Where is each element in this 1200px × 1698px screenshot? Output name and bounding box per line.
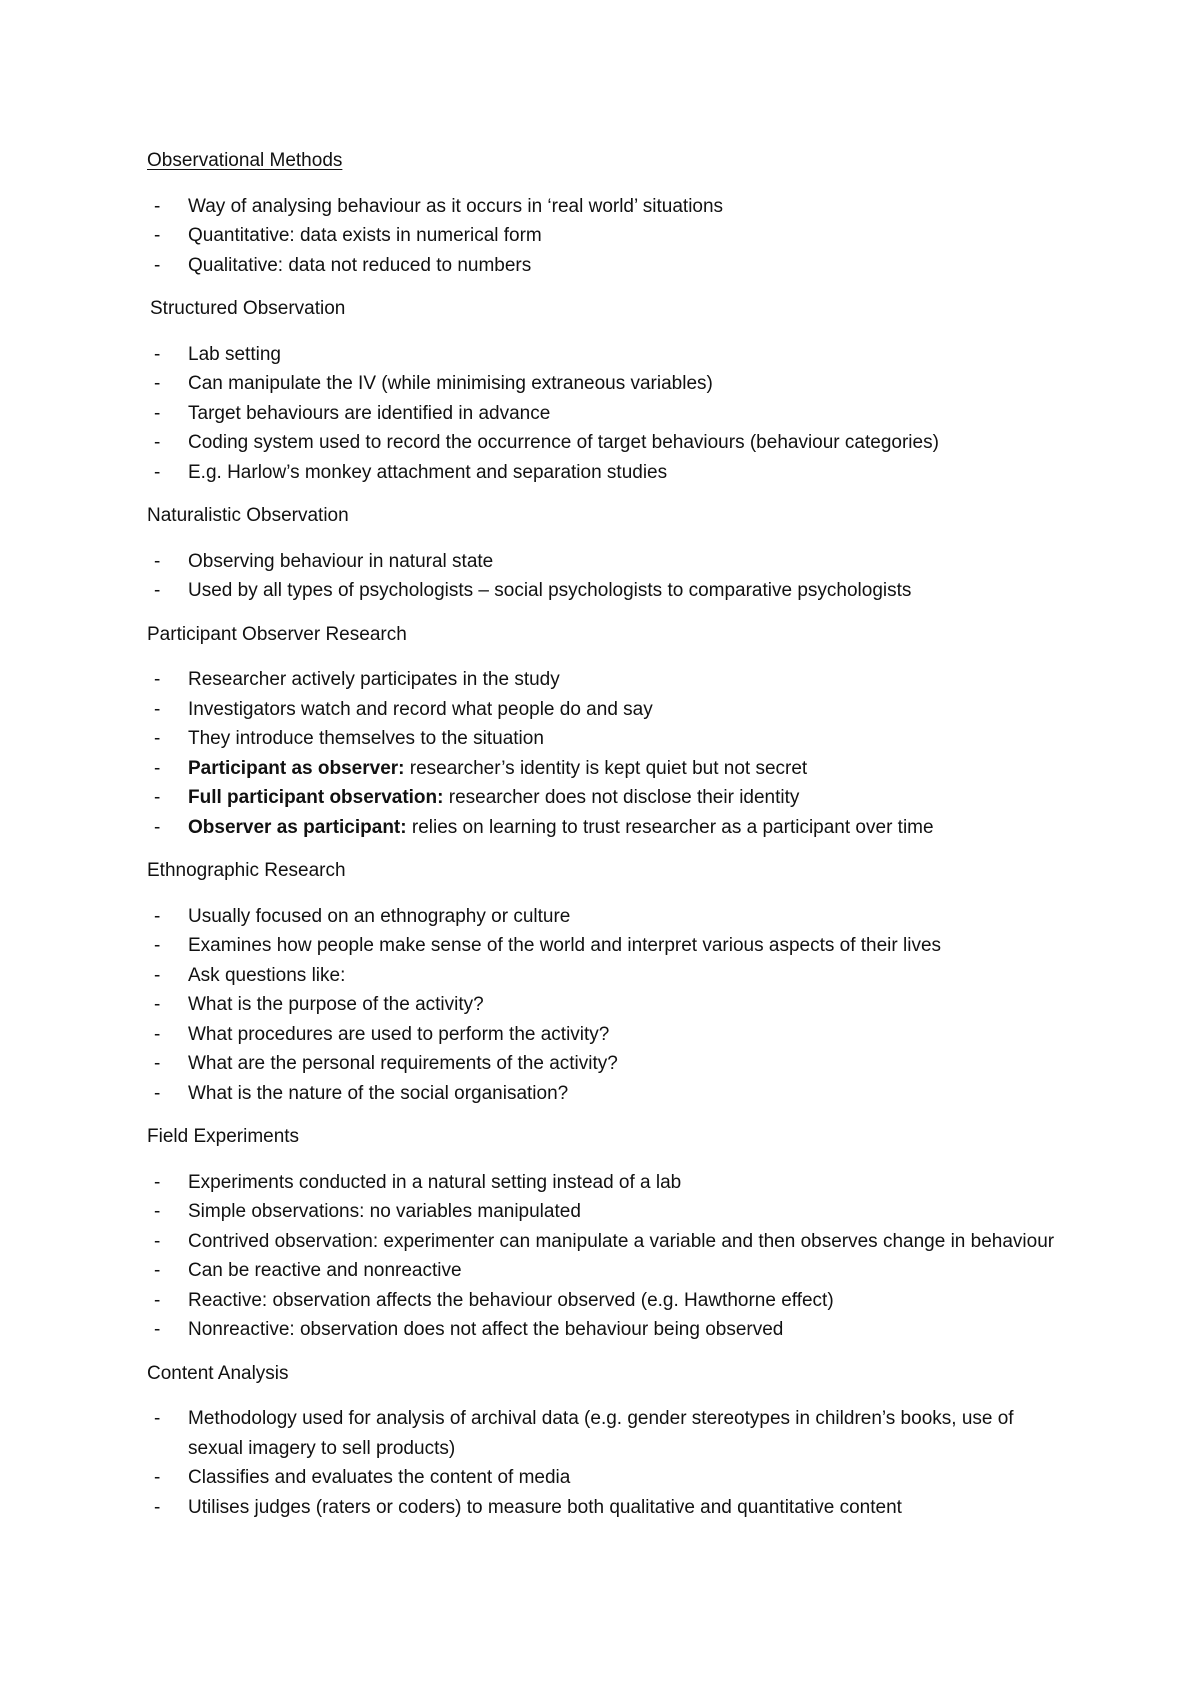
list-item-text: Classifies and evaluates the content of media bbox=[188, 1467, 571, 1488]
list-item-text: Target behaviours are identified in advance bbox=[188, 402, 551, 424]
list-item bbox=[147, 1079, 1057, 1109]
list-item bbox=[147, 1227, 1057, 1257]
list-item bbox=[147, 1315, 1057, 1345]
bullet-dash: - bbox=[154, 964, 161, 986]
section-heading-participant-observer-research: Participant Observer Research bbox=[147, 623, 407, 645]
section-heading-observational-methods: Observational Methods bbox=[147, 150, 343, 171]
list-item bbox=[147, 192, 1057, 222]
term-label: Full participant observation: bbox=[188, 787, 444, 808]
section-heading-field-experiments: Field Experiments bbox=[147, 1126, 300, 1147]
list-item bbox=[147, 990, 1057, 1020]
bullet-dash: - bbox=[154, 1260, 161, 1281]
list-item-text: Observing behaviour in natural state bbox=[188, 550, 494, 572]
bullet-dash: - bbox=[154, 1496, 161, 1518]
term-definition: researcher does not disclose their identity bbox=[443, 787, 800, 808]
list-item bbox=[147, 724, 1057, 754]
bullet-dash: - bbox=[154, 787, 161, 808]
list-item-text: Contrived observation: experimenter can manipulate a variable and then observes change in behaviour bbox=[188, 1230, 1055, 1252]
bullet-dash: - bbox=[154, 1408, 161, 1429]
section-heading-content-analysis: Content Analysis bbox=[147, 1362, 289, 1384]
bullet-dash: - bbox=[154, 1289, 161, 1311]
list-item bbox=[147, 961, 1057, 991]
list-item bbox=[147, 340, 1057, 370]
list-item-text: Can be reactive and nonreactive bbox=[188, 1260, 462, 1281]
bullet-dash: - bbox=[154, 195, 161, 217]
list-item bbox=[147, 754, 1057, 784]
bullet-dash: - bbox=[154, 461, 161, 483]
list-item bbox=[147, 1049, 1057, 1079]
list-item bbox=[147, 399, 1057, 429]
bullet-dash: - bbox=[154, 580, 161, 601]
bullet-dash: - bbox=[154, 432, 161, 453]
list-item-text: What is the nature of the social organisation? bbox=[188, 1082, 569, 1104]
list-item bbox=[147, 576, 1057, 606]
section-list-naturalistic-observation bbox=[147, 547, 1057, 606]
bullet-dash: - bbox=[154, 698, 161, 720]
list-item bbox=[147, 665, 1057, 695]
list-item-text: Examines how people make sense of the world and interpret various aspects of their lives bbox=[188, 935, 942, 956]
list-item-text: Ask questions like: bbox=[188, 964, 346, 986]
document-content bbox=[147, 146, 1057, 1536]
term-definition: researcher’s identity is kept quiet but not secret bbox=[404, 757, 808, 779]
list-item-text: What are the personal requirements of the activity? bbox=[188, 1053, 618, 1074]
section-list-participant-observer-research bbox=[147, 665, 1057, 842]
list-item-text: Used by all types of psychologists – social psychologists to comparative psychologists bbox=[188, 580, 912, 601]
section-list-observational-methods bbox=[147, 192, 1057, 281]
bullet-dash: - bbox=[154, 935, 161, 956]
bullet-dash: - bbox=[154, 402, 161, 424]
term-definition: relies on learning to trust researcher as a participant over time bbox=[406, 816, 934, 838]
bullet-dash: - bbox=[154, 1023, 161, 1045]
bullet-dash: - bbox=[154, 1171, 161, 1193]
list-item-text: Investigators watch and record what people do and say bbox=[188, 698, 653, 720]
section-list-ethnographic-research bbox=[147, 902, 1057, 1109]
list-item bbox=[147, 251, 1057, 281]
bullet-dash: - bbox=[154, 1319, 161, 1340]
bullet-dash: - bbox=[154, 669, 161, 690]
list-item bbox=[147, 1197, 1057, 1227]
list-item bbox=[147, 221, 1057, 251]
list-item-text: Coding system used to record the occurrence of target behaviours (behaviour categories) bbox=[188, 432, 939, 453]
list-item-text: Researcher actively participates in the study bbox=[188, 669, 560, 690]
list-item bbox=[147, 428, 1057, 458]
list-item bbox=[147, 813, 1057, 843]
list-item bbox=[147, 902, 1057, 932]
bullet-dash: - bbox=[154, 757, 161, 779]
term-label: Observer as participant: bbox=[188, 816, 407, 838]
list-item-text: Lab setting bbox=[188, 343, 281, 365]
term-label: Participant as observer: bbox=[188, 757, 405, 779]
list-item bbox=[147, 369, 1057, 399]
list-item bbox=[147, 931, 1057, 961]
section-list-field-experiments bbox=[147, 1168, 1057, 1345]
list-item bbox=[147, 1493, 1057, 1523]
list-item-text: Utilises judges (raters or coders) to measure both qualitative and quantitative content bbox=[188, 1496, 902, 1518]
bullet-dash: - bbox=[154, 994, 161, 1015]
list-item-text: Usually focused on an ethnography or culture bbox=[188, 905, 571, 927]
section-heading-structured-observation: Structured Observation bbox=[150, 298, 346, 319]
list-item-text: Quantitative: data exists in numerical form bbox=[188, 225, 542, 246]
bullet-dash: - bbox=[154, 1201, 161, 1222]
section-heading-ethnographic-research: Ethnographic Research bbox=[147, 860, 346, 881]
list-item bbox=[147, 783, 1057, 813]
list-item-text: They introduce themselves to the situation bbox=[188, 728, 544, 749]
list-item-text: E.g. Harlow’s monkey attachment and separation studies bbox=[188, 461, 668, 483]
bullet-dash: - bbox=[154, 373, 161, 394]
list-item-text: Experiments conducted in a natural setting instead of a lab bbox=[188, 1171, 682, 1193]
bullet-dash: - bbox=[154, 1230, 161, 1252]
list-item-text: Qualitative: data not reduced to numbers bbox=[188, 254, 532, 276]
bullet-dash: - bbox=[154, 728, 161, 749]
list-item bbox=[147, 547, 1057, 577]
bullet-dash: - bbox=[154, 225, 161, 246]
list-item bbox=[147, 1168, 1057, 1198]
list-item-text: Nonreactive: observation does not affect the behaviour being observed bbox=[188, 1319, 784, 1340]
list-item bbox=[147, 695, 1057, 725]
bullet-dash: - bbox=[154, 816, 161, 838]
list-item-text: Methodology used for analysis of archival data (e.g. gender stereotypes in children’s books, use of sexual imagery to sell products) bbox=[188, 1408, 1014, 1459]
bullet-dash: - bbox=[154, 1053, 161, 1074]
list-item bbox=[147, 458, 1057, 488]
list-item bbox=[147, 1463, 1057, 1493]
list-item-text: Way of analysing behaviour as it occurs in ‘real world’ situations bbox=[188, 195, 724, 217]
bullet-dash: - bbox=[154, 254, 161, 276]
list-item bbox=[147, 1286, 1057, 1316]
list-item-text: Simple observations: no variables manipulated bbox=[188, 1201, 581, 1222]
list-item bbox=[147, 1404, 1057, 1463]
section-heading-naturalistic-observation: Naturalistic Observation bbox=[147, 505, 349, 526]
bullet-dash: - bbox=[154, 1082, 161, 1104]
list-item bbox=[147, 1256, 1057, 1286]
bullet-dash: - bbox=[154, 550, 161, 572]
list-item-text: What is the purpose of the activity? bbox=[188, 994, 484, 1015]
list-item bbox=[147, 1020, 1057, 1050]
bullet-dash: - bbox=[154, 905, 161, 927]
section-list-content-analysis bbox=[147, 1404, 1057, 1522]
section-list-structured-observation bbox=[147, 340, 1057, 488]
bullet-dash: - bbox=[154, 1467, 161, 1488]
bullet-dash: - bbox=[154, 343, 161, 365]
list-item-text: Reactive: observation affects the behaviour observed (e.g. Hawthorne effect) bbox=[188, 1289, 834, 1311]
list-item-text: Can manipulate the IV (while minimising extraneous variables) bbox=[188, 373, 713, 394]
list-item-text: What procedures are used to perform the activity? bbox=[188, 1023, 610, 1045]
